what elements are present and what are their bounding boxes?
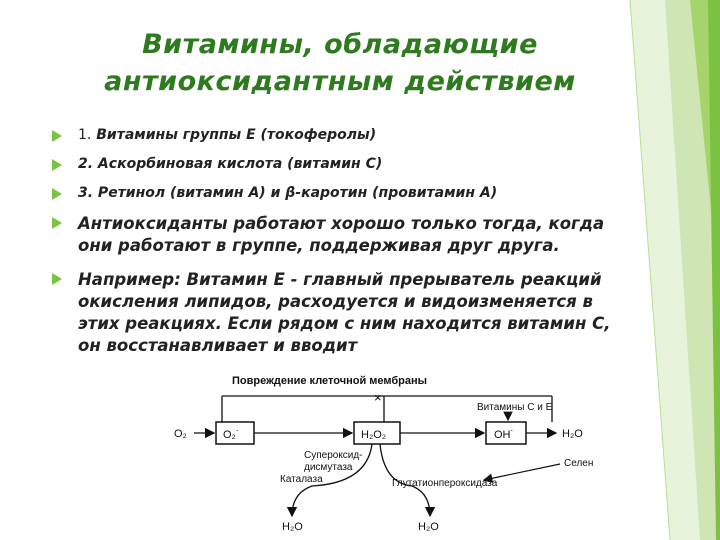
oh-radical-label: OH˙ bbox=[494, 429, 515, 441]
catalase-label: Каталаза bbox=[280, 474, 323, 485]
bullet-arrow-icon bbox=[52, 188, 62, 200]
sod-label-line1: Супероксид- bbox=[304, 450, 363, 461]
title-line-2: антиоксидантным действием bbox=[104, 66, 576, 97]
bullet-text: Витамины группы Е (токоферолы) bbox=[91, 127, 377, 143]
antioxidant-pathway-diagram bbox=[172, 368, 612, 540]
h2o-left-label: H₂O bbox=[282, 521, 303, 533]
bullet-text: 3. Ретинол (витамин А) и β-каротин (провитамин А) bbox=[78, 185, 498, 201]
bullet-text: 2. Аскорбиновая кислота (витамин С) bbox=[78, 156, 383, 172]
bullet-item-antioxidants-group bbox=[52, 213, 632, 257]
o2-label: O₂ bbox=[174, 428, 187, 440]
vitamins-c-e-label: Витамины С и Е bbox=[477, 402, 553, 413]
bullet-list bbox=[52, 126, 632, 369]
h2o2-label: H₂O₂ bbox=[361, 429, 387, 441]
block-x-mark: × bbox=[374, 390, 382, 405]
bullet-item-retinol bbox=[52, 184, 632, 202]
h2o-mid-label: H₂O bbox=[418, 521, 439, 533]
bullet-item-vitamin-e bbox=[52, 126, 632, 144]
h2o-right-label: H₂O bbox=[562, 428, 583, 440]
bullet-arrow-icon bbox=[52, 159, 62, 171]
title-line-1: Витамины, обладающие bbox=[142, 29, 538, 60]
page-title bbox=[40, 26, 640, 100]
bullet-arrow-icon bbox=[52, 130, 62, 142]
bullet-text: Например: Витамин Е - главный прерыватель реакций окисления липидов, расходуется и видоизменяется в этих реакциях. Если рядом с ним находится витамин С, он восстанавливает и вводит bbox=[78, 270, 611, 355]
sod-label-line2: дисмутаза bbox=[304, 462, 353, 473]
o2-radical-label: O₂˙ bbox=[223, 429, 240, 441]
bullet-text: Антиоксиданты работают хорошо только тогда, когда они работают в группе, поддерживая друг друга. bbox=[78, 214, 605, 255]
gpx-label: Глутатионпероксидаза bbox=[392, 478, 498, 489]
diagram-title: Повреждение клеточной мембраны bbox=[232, 375, 428, 387]
bullet-arrow-icon bbox=[52, 217, 62, 229]
bullet-number: 1. bbox=[78, 127, 92, 143]
bullet-item-ascorbic-acid bbox=[52, 155, 632, 173]
bullet-item-example bbox=[52, 269, 632, 357]
selen-label: Селен bbox=[564, 458, 594, 469]
bullet-arrow-icon bbox=[52, 273, 62, 285]
